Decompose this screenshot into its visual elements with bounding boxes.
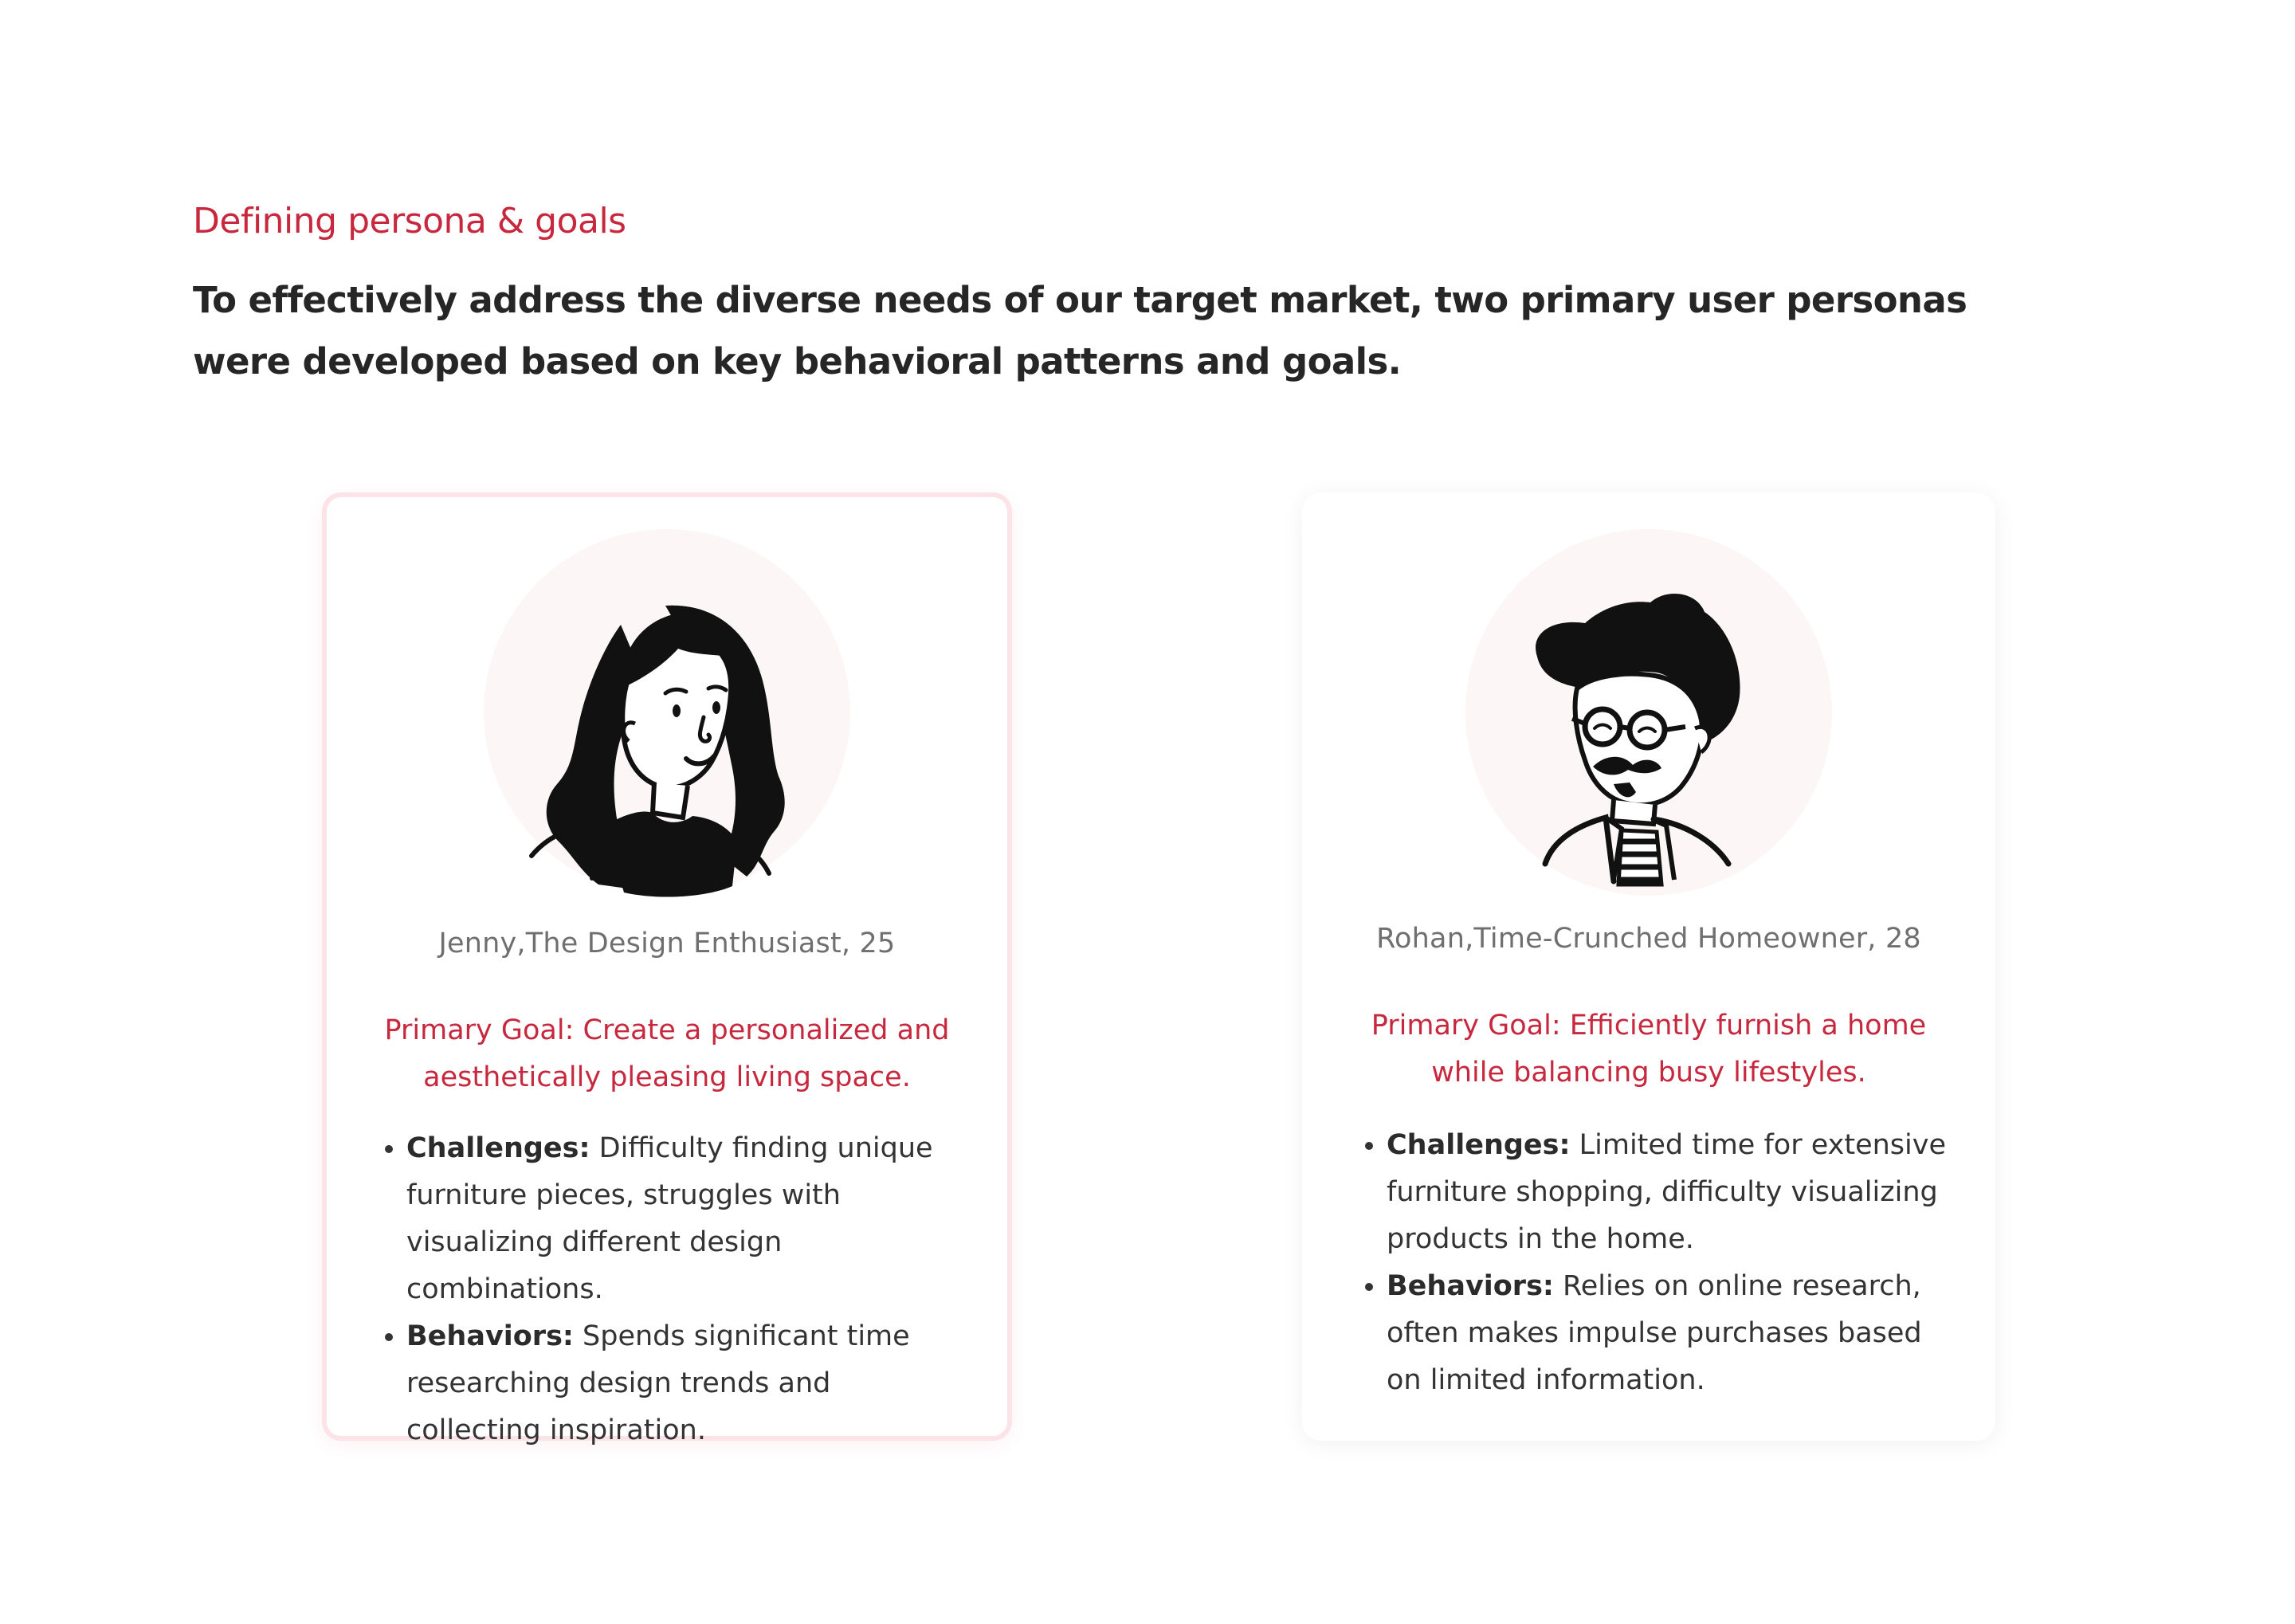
man-with-hat-portrait-icon [1465,529,1832,896]
intro-paragraph: To effectively address the diverse needs of our target market, two primary user personas were developed based on key behavioral patterns and goals. [193,279,1967,382]
list-item-behaviors [406,1313,972,1454]
behaviors-label: Behaviors: [406,1320,574,1352]
persona-details-list [367,1125,972,1454]
challenges-text: Difficulty finding unique furniture pieces, struggles with visualizing different design combinations. [406,1132,933,1305]
persona-goal: Primary Goal: Efficiently furnish a home while balancing busy lifestyles. [1371,1010,1927,1089]
section-label: Defining persona & goals [193,201,626,241]
list-item-challenges [406,1125,972,1313]
persona-card-jenny [322,492,1012,1446]
persona-name: Jenny,The Design Enthusiast, 25 [438,928,896,959]
persona-details-list [1347,1122,1960,1404]
avatar [1465,529,1832,896]
behaviors-text: Spends significant time researching design trends and collecting inspiration. [406,1320,910,1446]
list-item-behaviors [1387,1263,1960,1404]
woman-portrait-icon [484,529,850,896]
persona-card-rohan [1302,492,1995,1441]
list-item-challenges [1387,1122,1960,1263]
behaviors-text: Relies on online research, often makes impulse purchases based on limited information. [1387,1270,1922,1396]
challenges-text: Limited time for extensive furniture shopping, difficulty visualizing products in the home. [1387,1129,1946,1255]
challenges-label: Challenges: [1387,1129,1571,1161]
persona-name: Rohan,Time-Crunched Homeowner, 28 [1376,923,1921,955]
avatar [484,529,850,896]
behaviors-label: Behaviors: [1387,1270,1554,1302]
persona-goal: Primary Goal: Create a personalized and aesthetically pleasing living space. [384,1014,950,1093]
challenges-label: Challenges: [406,1132,590,1164]
